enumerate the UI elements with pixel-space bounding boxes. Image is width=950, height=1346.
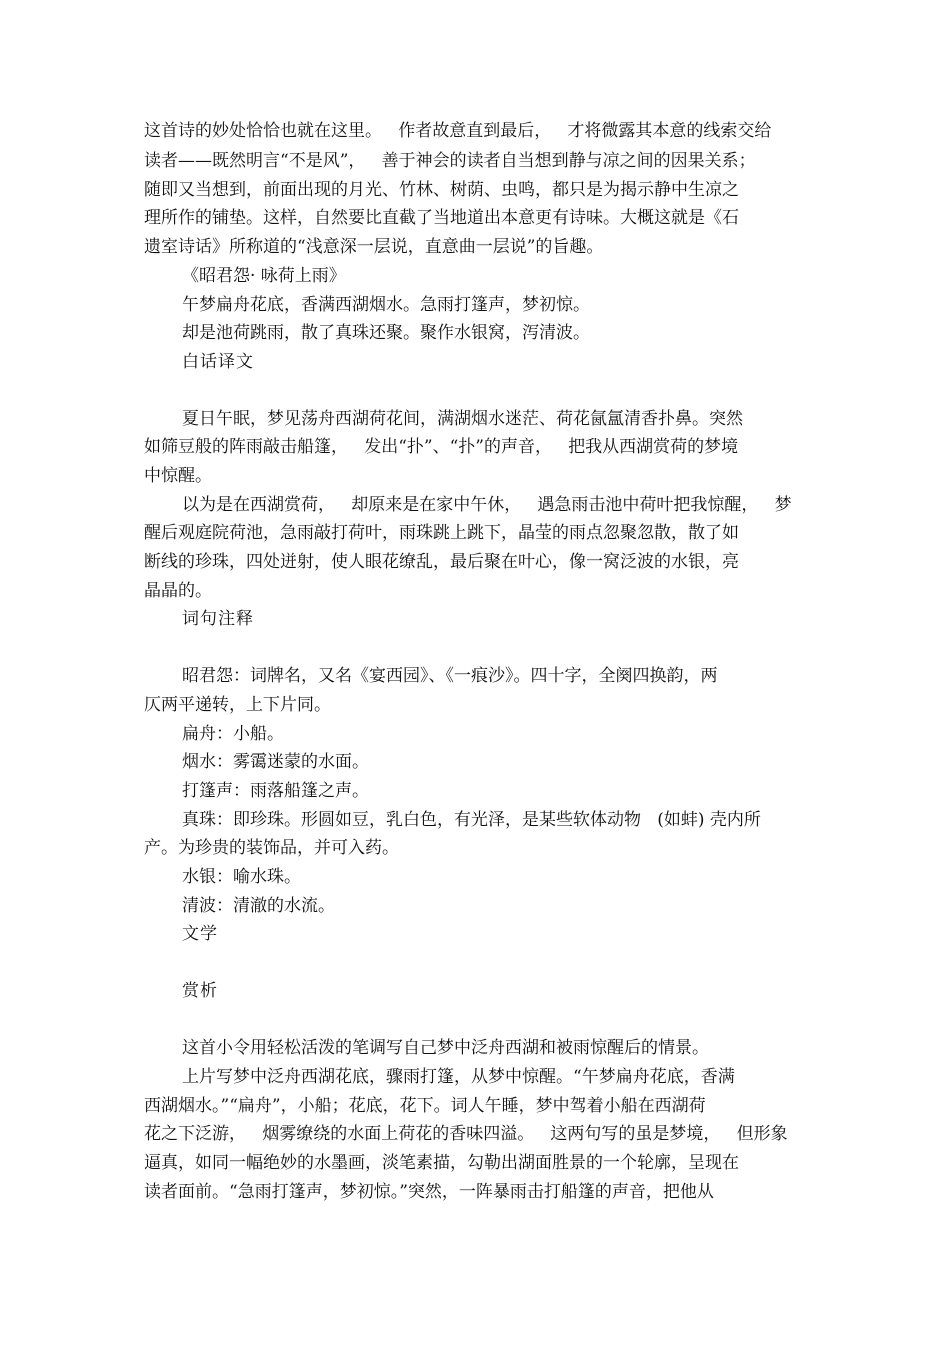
note-line: 产。为珍贵的装饰品，并可入药。 [144, 838, 399, 858]
poem-line: 却是池荷跳雨，散了真珠还聚。聚作水银窝，泻清波。 [182, 323, 590, 343]
paragraph-line: 上片写梦中泛舟西湖花底，骤雨打篷，从梦中惊醒。“午梦扁舟花底，香满 [182, 1067, 735, 1087]
note-line: 水银：喻水珠。 [182, 867, 301, 887]
paragraph-line: 读者——既然明言“不是风”， 善于神会的读者自当想到静与凉之间的因果关系； [144, 151, 756, 171]
note-line: 真珠：即珍珠。形圆如豆，乳白色，有光泽，是某些软体动物 (如蚌) 壳内所 [182, 810, 761, 830]
note-line: 仄两平递转，上下片同。 [144, 695, 331, 715]
poem-title: 《昭君怨· 咏荷上雨》 [182, 266, 346, 286]
paragraph-line: 醒后观庭院荷池，急雨敲打荷叶，雨珠跳上跳下，晶莹的雨点忽聚忽散，散了如 [144, 523, 739, 543]
paragraph-line: 以为是在西湖赏荷， 却原来是在家中午休， 遇急雨击池中荷叶把我惊醒， 梦 [182, 495, 792, 515]
paragraph-line: 花之下泛游， 烟雾缭绕的水面上荷花的香味四溢。 这两句写的虽是梦境， 但形象 [144, 1124, 788, 1144]
note-line: 昭君怨：词牌名，又名《宴西园》、《一痕沙》。四十字，全阕四换韵，两 [182, 666, 718, 686]
paragraph-line: 遗室诗话》所称道的“浅意深一层说，直意曲一层说”的旨趣。 [144, 237, 604, 257]
note-line: 烟水：雾霭迷蒙的水面。 [182, 752, 369, 772]
section-heading-appreciation: 赏析 [182, 981, 218, 1001]
paragraph-line: 读者面前。“急雨打篷声，梦初惊。”突然，一阵暴雨击打船篷的声音，把他从 [144, 1182, 714, 1202]
paragraph-line: 逼真，如同一幅绝妙的水墨画，淡笔素描，勾勒出湖面胜景的一个轮廓，呈现在 [144, 1153, 739, 1173]
poem-line: 午梦扁舟花底，香满西湖烟水。急雨打篷声，梦初惊。 [182, 295, 590, 315]
paragraph-line: 这首诗的妙处恰恰也就在这里。 作者故意直到最后， 才将微露其本意的线索交给 [144, 121, 772, 141]
paragraph-line: 西湖烟水。”“扁舟”，小船；花底，花下。词人午睡，梦中驾着小船在西湖荷 [144, 1096, 706, 1116]
section-heading-notes: 词句注释 [182, 609, 254, 629]
paragraph-line: 夏日午眠，梦见荡舟西湖荷花间，满湖烟水迷茫、荷花氤氲清香扑鼻。突然 [182, 409, 743, 429]
section-heading-literature: 文学 [182, 924, 218, 944]
paragraph-line: 中惊醒。 [144, 466, 212, 486]
section-heading-translation: 白话译文 [182, 352, 254, 372]
paragraph-line: 理所作的铺垫。这样，自然要比直截了当地道出本意更有诗味。大概这就是《石 [144, 208, 739, 228]
paragraph-line: 断线的珍珠，四处迸射，使人眼花缭乱，最后聚在叶心，像一窝泛波的水银，亮 [144, 552, 739, 572]
note-line: 扁舟：小船。 [182, 724, 284, 744]
paragraph-line: 如筛豆般的阵雨敲击船篷， 发出“扑”、“扑”的声音， 把我从西湖赏荷的梦境 [144, 437, 739, 457]
paragraph-line: 晶晶的。 [144, 581, 212, 601]
paragraph-line: 这首小令用轻松活泼的笔调写自己梦中泛舟西湖和被雨惊醒后的情景。 [182, 1038, 709, 1058]
note-line: 打篷声：雨落船篷之声。 [182, 781, 369, 801]
paragraph-line: 随即又当想到，前面出现的月光、竹林、树荫、虫鸣，都只是为揭示静中生凉之 [144, 180, 739, 200]
note-line: 清波：清澈的水流。 [182, 896, 335, 916]
